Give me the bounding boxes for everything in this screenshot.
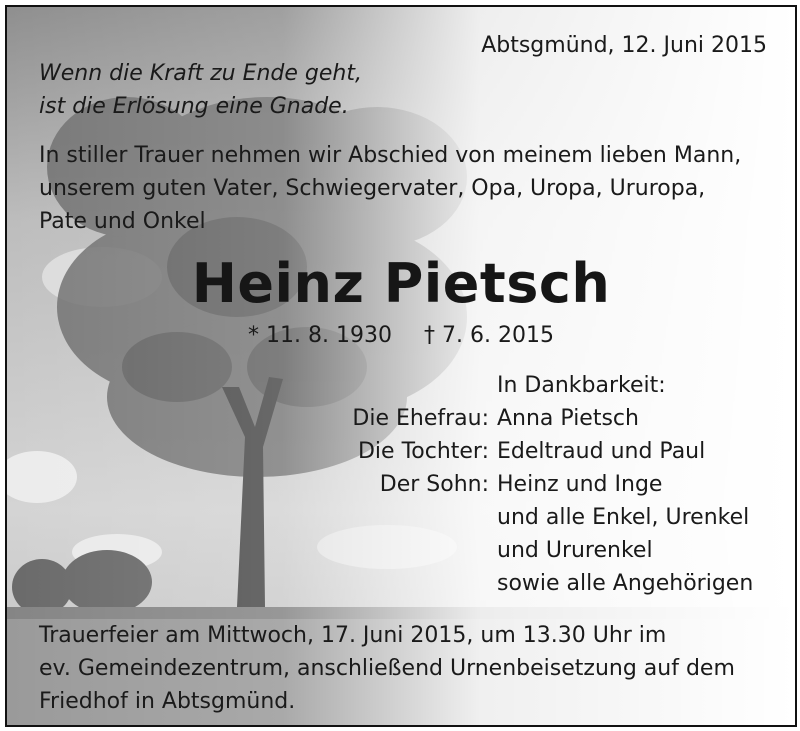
mourner-role: Die Ehefrau: [352,406,489,431]
motto [39,57,362,123]
mourners-list [7,369,795,600]
mourner-names: Anna Pietsch [497,406,639,431]
mourner-row [7,369,795,402]
intro-text [39,139,741,238]
mourner-role: Die Tochter: [357,439,489,464]
life-dates [7,319,795,352]
mourner-names: sowie alle Angehörigen [497,571,754,596]
funeral-line: ev. Gemeindezentrum, anschließend Urnenbeisetzung auf dem [39,656,735,681]
birth-date: * 11. 8. 1930 [248,323,392,348]
mourner-names: und Ururenkel [497,538,653,563]
deceased-name: Heinz Pietsch [191,252,611,315]
mourner-row [7,501,795,534]
death-date: † 7. 6. 2015 [424,323,554,348]
mourner-row [7,402,795,435]
mourner-names: Heinz und Inge [497,472,663,497]
mourner-names: und alle Enkel, Urenkel [497,505,750,530]
funeral-line: Trauerfeier am Mittwoch, 17. Juni 2015, um 13.30 Uhr im [39,623,667,648]
mourner-names: Edeltraud und Paul [497,439,706,464]
mourner-row [7,567,795,600]
intro-line: unserem guten Vater, Schwiegervater, Opa, Uropa, Ururopa, [39,176,706,201]
obituary-notice [5,5,797,727]
motto-line: Wenn die Kraft zu Ende geht, [39,61,362,86]
mourner-names: In Dankbarkeit: [497,373,666,398]
mourner-role: Der Sohn: [379,472,489,497]
intro-line: In stiller Trauer nehmen wir Abschied von meinem lieben Mann, [39,143,742,168]
intro-line: Pate und Onkel [39,209,206,234]
mourner-row [7,435,795,468]
funeral-line: Friedhof in Abtsgmünd. [39,689,296,714]
mourner-row [7,468,795,501]
motto-line: ist die Erlösung eine Gnade. [39,94,349,119]
place-date: Abtsgmünd, 12. Juni 2015 [481,33,767,58]
mourner-row [7,534,795,567]
funeral-info [39,619,735,718]
